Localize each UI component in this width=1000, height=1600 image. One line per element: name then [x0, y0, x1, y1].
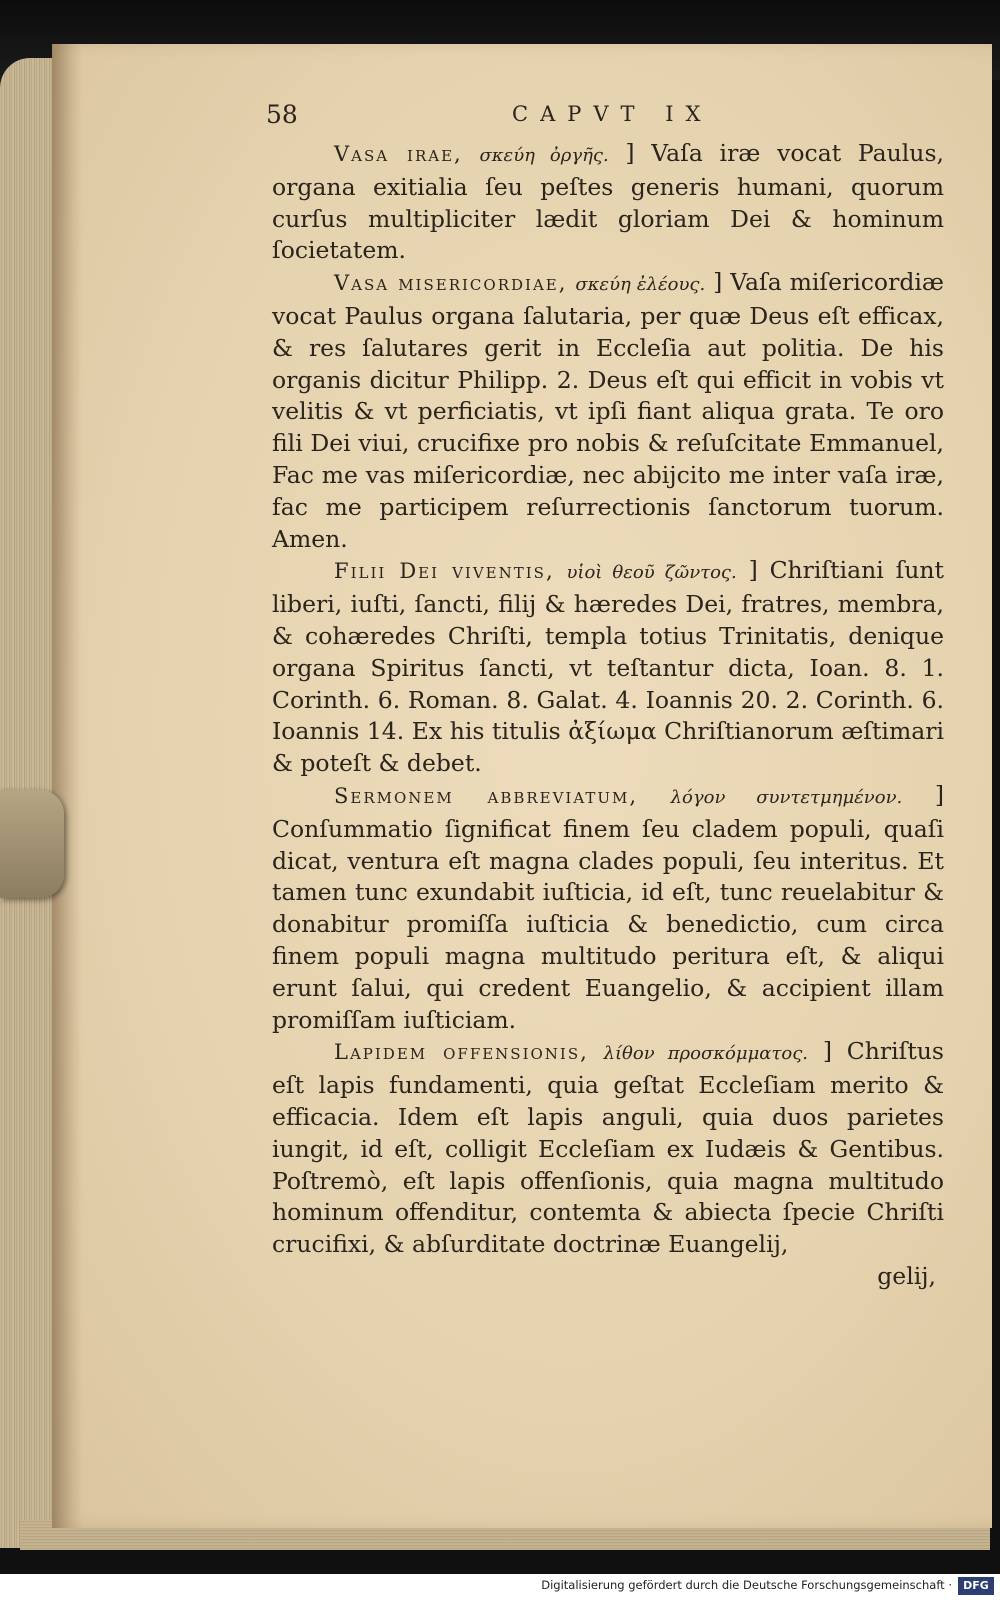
paragraph-filii-dei	[272, 555, 944, 780]
greek-term: υἱοὶ θεοῦ ζῶντος.	[566, 562, 737, 584]
lemma: Sermonem abbreviatum,	[334, 783, 639, 808]
greek-term: σκεύη ὀργῆς.	[479, 145, 609, 166]
lemma: Lapidem offensionis,	[334, 1040, 589, 1065]
catchword: gelij,	[877, 1261, 936, 1290]
lemma: Vasa irae,	[334, 142, 463, 166]
page-clip	[0, 790, 64, 898]
paragraph-body: ] Chriſtus eſt lapis fundamenti, quia geſtat Eccleſiam merito & efficacia. Idem eſt lapis anguli, quia duos parietes iungit, id eſt, colligit Eccleſiam ex Iudæis & Gentibus. Poſtremò, eſt lapis offenſionis, quia magna multitudo hominum offenditur, contemta & abiecta ſpecie Chriſti crucifixi, & abſurditate doctrinæ Euangelij,	[272, 1037, 944, 1259]
lemma: Filii Dei viventis,	[334, 559, 555, 584]
paragraph-vasa-irae	[272, 138, 944, 267]
lemma: Vasa misericordiae,	[334, 271, 568, 296]
greek-term: λίθον προσκόμματος.	[603, 1043, 809, 1065]
funding-credit: Digitalisierung gefördert durch die Deutsche Forschungsgemeinschaft ·	[541, 1578, 952, 1592]
paragraph-body: ] Vaſa iræ vocat Paulus, organa exitialia ſeu peſtes generis humani, quorum curſus multipliciter lædit gloriam Dei & hominum ſocietatem.	[272, 139, 944, 265]
greek-term: λόγον συντετμημένον.	[670, 786, 903, 808]
page-number: 58	[266, 100, 298, 129]
paragraph-lapidem	[272, 1036, 944, 1261]
page-text-block	[266, 100, 944, 1292]
running-head	[266, 100, 944, 138]
paragraph-sermonem	[272, 780, 944, 1036]
paragraph-body: ] Chriſtiani ſunt liberi, iuſti, ſancti, filij & hæredes Dei, fratres, membra, & cohæredes Chriſti, templa totius Trinitatis, denique organa Spiritus ſancti, vt teſtantur dicta, Ioan. 8. 1. Corinth. 6. Roman. 8. Galat. 4. Ioannis 20. 2. Corinth. 6. Ioannis 14. Ex his titulis ἀξίωμα Chriſtianorum æſtimari & poteſt & debet.	[272, 556, 944, 778]
greek-term: σκεύη ἐλέους.	[575, 274, 706, 296]
chapter-title: CAPVT IX	[512, 102, 713, 126]
paragraph-vasa-misericordiae	[272, 267, 944, 555]
dfg-logo-icon: DFG	[958, 1577, 994, 1595]
paragraph-body: ] Conſummatio ſignificat finem ſeu cladem populi, quaſi dicat, ventura eſt magna clades populi, ſeu interitus. Et tamen tunc exundabit iuſticia, id eſt, tunc reuelabitur & donabitur promiſſa iuſticia & benedictio, cum circa finem populi magna multitudo peritura eſt, & aliqui erunt ſalui, qui credent Euangelio, & accipient illam promiſſam iuſticiam.	[272, 780, 944, 1034]
page-gutter-shadow	[52, 44, 82, 1528]
paragraph-body: ] Vaſa miſericordiæ vocat Paulus organa ſalutaria, per quæ Deus eſt efficax, & res ſalutares gerit in Eccleſia aut politia. De his organis dicitur Philipp. 2. Deus eſt qui efficit in vobis vt velitis & vt perficiatis, vt ipſi fiant aliqua grata. Te oro fili Dei viui, crucifixe pro nobis & reſuſcitate Emmanuel, Fac me vas miſericordiæ, nec abijcito me inter vaſa iræ, fac me participem reſurrectionis ſanctorum tuorum. Amen.	[272, 268, 944, 553]
footer-bar	[0, 1574, 1000, 1600]
